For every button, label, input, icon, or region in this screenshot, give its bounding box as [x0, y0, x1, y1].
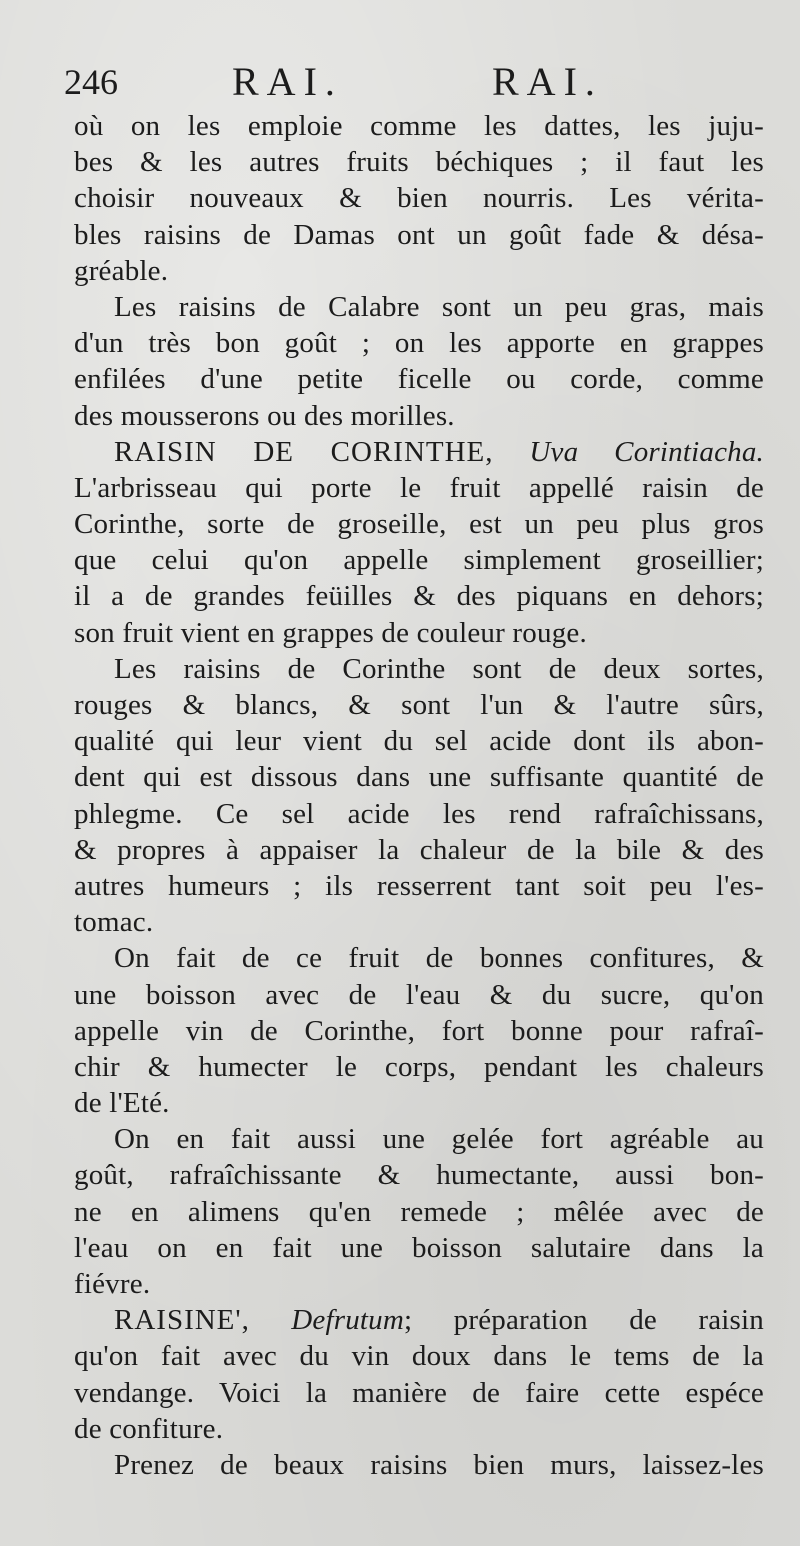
entry-headword: RAISIN DE CORINTHE, [114, 435, 494, 468]
entry-headword: RAISINE', [114, 1304, 250, 1337]
text-line: où on les emploie comme les dattes, les juju- [74, 110, 764, 142]
text-line: tomac. [74, 906, 154, 939]
entry-raisine [74, 1302, 764, 1447]
entry-heading-line [74, 1302, 764, 1338]
text-line: bes & les autres fruits béchiques ; il faut les [74, 146, 764, 179]
text-line: d'un très bon goût ; on les apporte en grappes [74, 327, 764, 360]
text-line: une boisson avec de l'eau & du sucre, qu'on [74, 978, 764, 1011]
text-line: qualité qui leur vient du sel acide dont ils abon- [74, 725, 764, 758]
text-line: l'eau on en fait une boisson salutaire dans la [74, 1231, 764, 1264]
text-line: de confiture. [74, 1412, 224, 1445]
latin-name: Defrutum [291, 1304, 405, 1337]
text-line: & propres à appaiser la chaleur de la bile & des [74, 833, 764, 866]
paragraph [74, 651, 764, 941]
text-line: dent qui est dissous dans une suffisante quantité de [74, 761, 764, 794]
text-line: appelle vin de Corinthe, fort bonne pour rafraî- [74, 1014, 764, 1047]
text-line: fiévre. [74, 1268, 151, 1300]
text-line: On fait de ce fruit de bonnes confitures, & [114, 942, 764, 975]
page-number: 246 [64, 62, 118, 102]
text-line: enfilées d'une petite ficelle ou corde, comme [74, 363, 764, 396]
paragraph [74, 108, 764, 289]
text-line: autres humeurs ; ils resserrent tant soit peu l'es- [74, 869, 764, 902]
text-line: goût, rafraîchissante & humectante, aussi bon- [74, 1159, 764, 1192]
text-line: vendange. Voici la manière de faire cette espéce [74, 1376, 764, 1409]
entry-heading-continuation: ; préparation de raisin [404, 1304, 764, 1337]
paragraph [74, 289, 764, 434]
text-line: phlegme. Ce sel acide les rend rafraîchissans, [74, 797, 764, 830]
text-line: Prenez de beaux raisins bien murs, laissez-les [114, 1448, 764, 1481]
running-head [64, 56, 774, 108]
text-line: gréable. [74, 254, 169, 287]
running-head-left: RAI. [232, 59, 343, 104]
entry-raisin-de-corinthe [74, 434, 764, 651]
text-line: On en fait aussi une gelée fort agréable au [114, 1123, 764, 1156]
text-line: de l'Eté. [74, 1087, 170, 1120]
paragraph [74, 1447, 764, 1483]
latin-name: Uva Corintiacha. [529, 435, 764, 468]
running-head-right: RAI. [492, 59, 603, 104]
text-line: ne en alimens qu'en remede ; mêlée avec de [74, 1195, 764, 1228]
text-line: il a de grandes feüilles & des piquans en dehors; [74, 580, 764, 613]
text-line: qu'on fait avec du vin doux dans le tems de la [74, 1340, 764, 1373]
entry-heading-line [74, 434, 764, 470]
paragraph [74, 940, 764, 1121]
text-line: L'arbrisseau qui porte le fruit appellé raisin de [74, 471, 764, 504]
text-line: rouges & blancs, & sont l'un & l'autre sûrs, [74, 689, 764, 721]
body-text [74, 108, 764, 1483]
text-line: Les raisins de Corinthe sont de deux sortes, [114, 652, 764, 685]
text-line: bles raisins de Damas ont un goût fade & désa- [74, 218, 764, 251]
text-line: son fruit vient en grappes de couleur rouge. [74, 616, 587, 649]
paragraph [74, 1121, 764, 1302]
text-line: que celui qu'on appelle simplement groseillier; [74, 544, 764, 577]
text-line: choisir nouveaux & bien nourris. Les vérita- [74, 182, 764, 215]
text-line: Corinthe, sorte de groseille, est un peu plus gros [74, 508, 764, 541]
text-line: chir & humecter le corps, pendant les chaleurs [74, 1050, 764, 1083]
text-line: Les raisins de Calabre sont un peu gras, mais [114, 290, 764, 323]
text-line: des mousserons ou des morilles. [74, 399, 455, 432]
